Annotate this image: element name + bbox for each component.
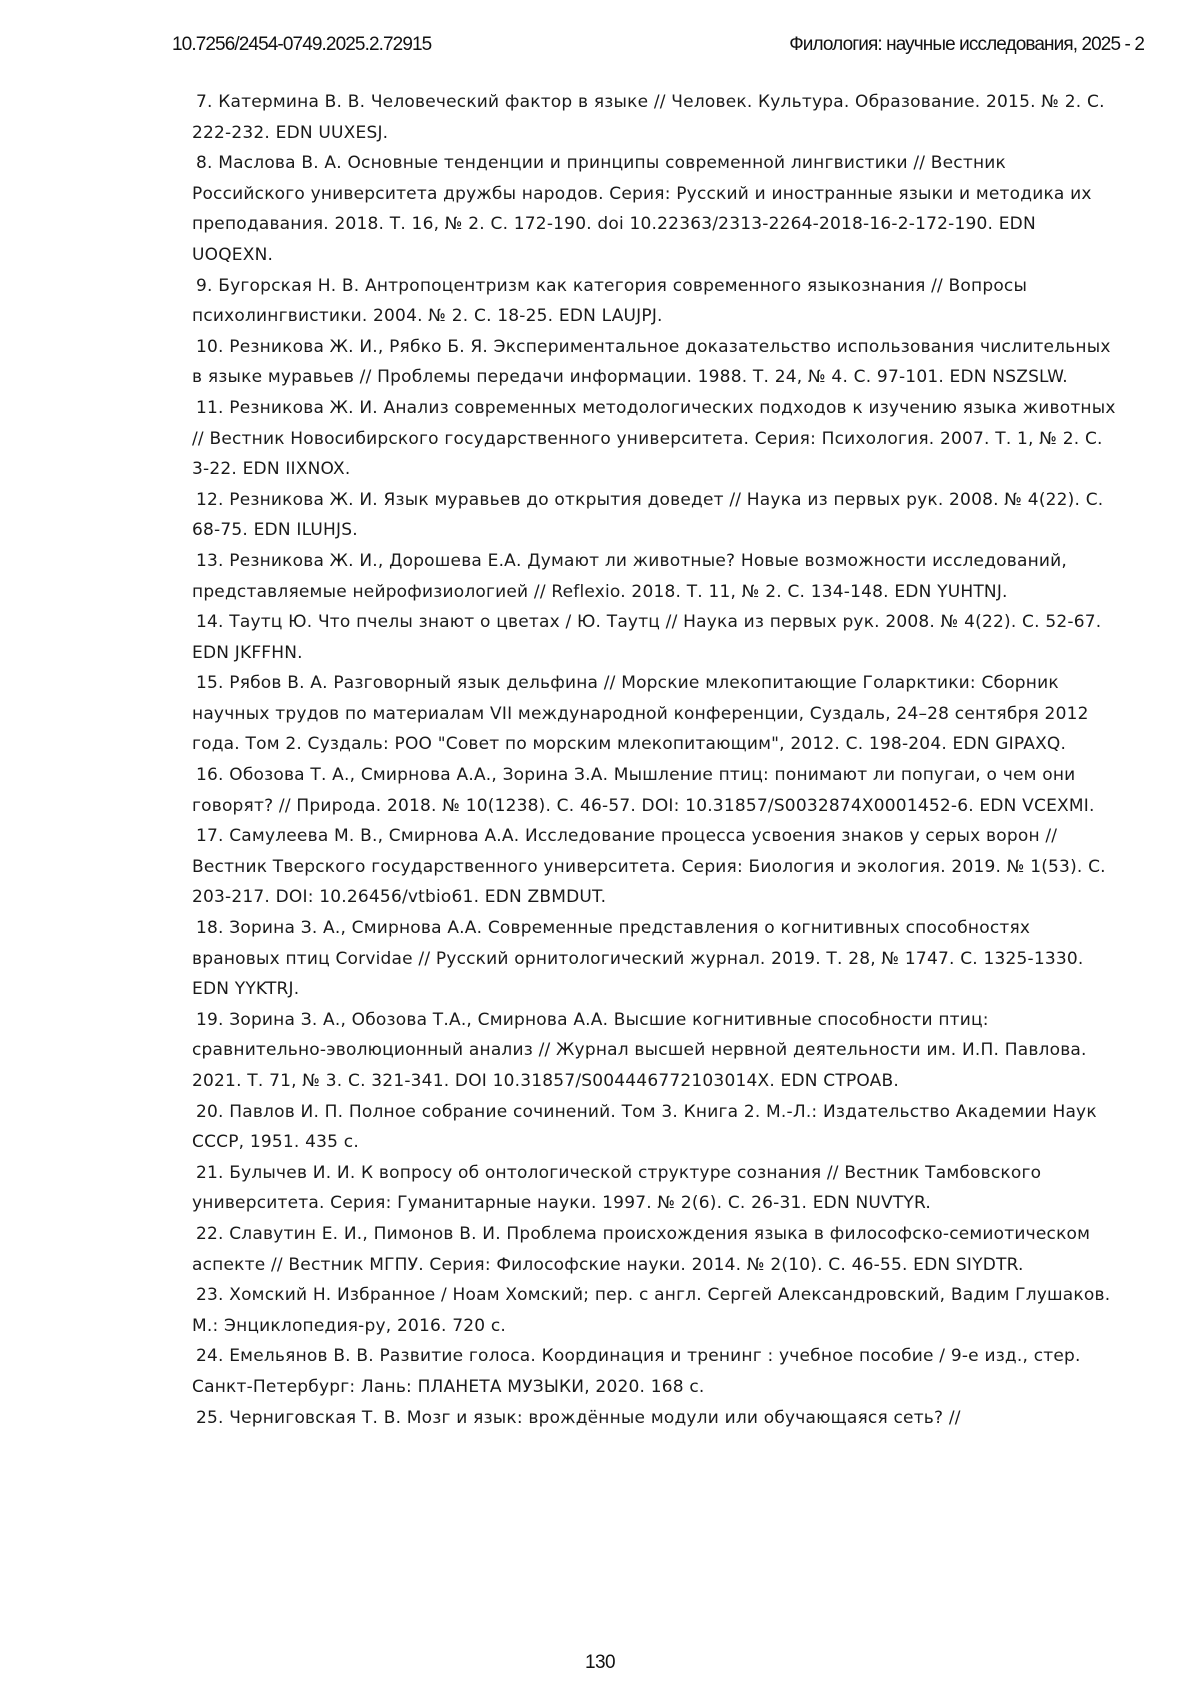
reference-8: 8. Маслова В. А. Основные тенденции и принципы современной лингвистики // Вестник Российского университета дружбы народов. Серия: Русский и иностранные языки и методика их преподавания. 2018. Т. 16, № 2. С. 172-190. doi 10.22363/2313-2264-2018-16-2-172-190. EDN UOQEXN. bbox=[192, 153, 1092, 265]
reference-23: 23. Хомский Н. Избранное / Ноам Хомский; пер. с англ. Сергей Александровский, Вадим Глушаков. М.: Энциклопедия-ру, 2016. 720 с. bbox=[192, 1285, 1111, 1336]
article-doi: 10.7256/2454-0749.2025.2.72915 bbox=[172, 34, 432, 55]
reference-18: 18. Зорина З. А., Смирнова А.А. Современные представления о когнитивных способностях врановых птиц Corvidae // Русский орнитологический журнал. 2019. Т. 28, № 1747. С. 1325-1330. EDN YYKTRJ. bbox=[192, 918, 1084, 1000]
reference-10: 10. Резникова Ж. И., Рябко Б. Я. Экспериментальное доказательство использования числительных в языке муравьев // Проблемы передачи информации. 1988. Т. 24, № 4. С. 97-101. EDN NSZSLW. bbox=[192, 336, 1111, 388]
reference-21: 21. Булычев И. И. К вопросу об онтологической структуре сознания // Вестник Тамбовского университета. Серия: Гуманитарные науки. 1997. № 2(6). С. 26-31. EDN NUVTYR. bbox=[192, 1162, 1042, 1214]
page-number: 130 bbox=[585, 1652, 615, 1673]
page-header bbox=[172, 34, 1144, 64]
reference-15: 15. Рябов В. А. Разговорный язык дельфина // Морские млекопитающие Голарктики: Сборник научных трудов по материалам VII международной конференции, Суздаль, 24–28 сентября 2012 года. Том 2. Суздаль: РОО "Совет по морским млекопитающим", 2012. С. 198-204. EDN GIPAXQ. bbox=[192, 673, 1089, 755]
journal-title: Филология: научные исследования, 2025 - 2 bbox=[789, 34, 1144, 55]
reference-12: 12. Резникова Ж. И. Язык муравьев до открытия доведет // Наука из первых рук. 2008. № 4(22). С. 68-75. EDN ILUHJS. bbox=[192, 489, 1104, 541]
reference-7: 7. Катермина В. В. Человеческий фактор в языке // Человек. Культура. Образование. 2015. № 2. С. 222-232. EDN UUXESJ. bbox=[192, 92, 1105, 143]
reference-9: 9. Бугорская Н. В. Антропоцентризм как категория современного языкознания // Вопросы психолингвистики. 2004. № 2. С. 18-25. EDN LAUJPJ. bbox=[192, 275, 1028, 327]
reference-11: 11. Резникова Ж. И. Анализ современных методологических подходов к изучению языка животных // Вестник Новосибирского государственного университета. Серия: Психология. 2007. Т. 1, № 2. С. 3-22. EDN IIXNOX. bbox=[192, 397, 1116, 480]
reference-20: 20. Павлов И. П. Полное собрание сочинений. Том 3. Книга 2. М.-Л.: Издательство Академии Наук СССР, 1951. 435 с. bbox=[192, 1101, 1097, 1153]
reference-19: 19. Зорина З. А., Обозова Т.А., Смирнова А.А. Высшие когнитивные способности птиц: сравнительно-эволюционный анализ // Журнал высшей нервной деятельности им. И.П. Павлова. 2021. Т. 71, № 3. С. 321-341. DOI 10.31857/S004446772103014X. EDN CTPOAB. bbox=[192, 1009, 1087, 1091]
reference-22: 22. Славутин Е. И., Пимонов В. И. Проблема происхождения языка в философско-семиотическом аспекте // Вестник МГПУ. Серия: Философские науки. 2014. № 2(10). С. 46-55. EDN SIYDTR. bbox=[192, 1223, 1091, 1275]
reference-25: 25. Черниговская Т. В. Мозг и язык: врождённые модули или обучающаяся сеть? // bbox=[196, 1407, 961, 1428]
reference-13: 13. Резникова Ж. И., Дорошева Е.А. Думают ли животные? Новые возможности исследований, представляемые нейрофизиологией // Reflexio. 2018. Т. 11, № 2. С. 134-148. EDN YUHTNJ. bbox=[192, 550, 1068, 602]
reference-17: 17. Самулеева М. В., Смирнова А.А. Исследование процесса усвоения знаков у серых ворон // Вестник Тверского государственного университета. Серия: Биология и экология. 2019. № 1(53). С. 203-217. DOI: 10.26456/vtbio61. EDN ZBMDUT. bbox=[192, 826, 1106, 908]
reference-24: 24. Емельянов В. В. Развитие голоса. Координация и тренинг : учебное пособие / 9-е изд., стер. Санкт-Петербург: Лань: ПЛАНЕТА МУЗЫКИ, 2020. 168 с. bbox=[192, 1346, 1081, 1397]
reference-14: 14. Таутц Ю. Что пчелы знают о цветах / Ю. Таутц // Наука из первых рук. 2008. № 4(22). С. 52-67. EDN JKFFHN. bbox=[192, 612, 1102, 663]
reference-list bbox=[192, 87, 1122, 1433]
reference-16: 16. Обозова Т. А., Смирнова А.А., Зорина З.А. Мышление птиц: понимают ли попугаи, о чем они говорят? // Природа. 2018. № 10(1238). С. 46-57. DOI: 10.31857/S0032874X0001452-6. EDN VCEXMI. bbox=[192, 765, 1095, 816]
